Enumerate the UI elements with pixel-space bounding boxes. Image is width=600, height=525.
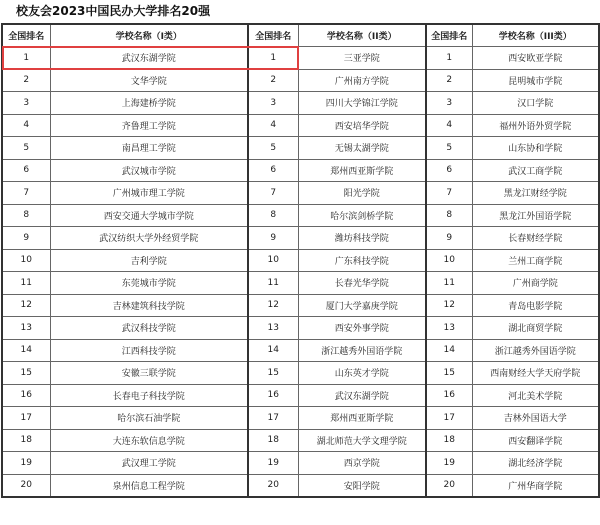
school-b-cell: 哈尔滨剑桥学院 (298, 204, 426, 227)
school-b-cell: 山东英才学院 (298, 362, 426, 385)
school-c-cell: 浙江越秀外国语学院 (472, 339, 599, 362)
rank-cell: 3 (426, 92, 472, 115)
school-c-cell: 青岛电影学院 (472, 294, 599, 317)
school-b-cell: 湖北师范大学文理学院 (298, 429, 426, 452)
rank-cell: 13 (426, 317, 472, 340)
rank-cell: 20 (248, 474, 298, 497)
rank-cell: 8 (248, 204, 298, 227)
rank-cell: 5 (2, 137, 50, 160)
table-row (2, 452, 599, 475)
table-row (2, 272, 599, 295)
rank-cell: 6 (2, 159, 50, 182)
school-b-cell: 安阳学院 (298, 474, 426, 497)
rank-cell: 19 (426, 452, 472, 475)
school-a-cell: 南昌理工学院 (50, 137, 248, 160)
school-a-cell: 齐鲁理工学院 (50, 114, 248, 137)
rank-cell: 2 (426, 69, 472, 92)
rank-cell: 3 (248, 92, 298, 115)
school-b-cell: 郑州西亚斯学院 (298, 407, 426, 430)
table-row (2, 159, 599, 182)
rank-cell: 15 (248, 362, 298, 385)
school-a-cell: 武汉科技学院 (50, 317, 248, 340)
rank-cell: 10 (2, 249, 50, 272)
school-b-cell: 四川大学锦江学院 (298, 92, 426, 115)
school-b-cell: 三亚学院 (298, 47, 426, 70)
school-c-cell: 广州商学院 (472, 272, 599, 295)
table-row (2, 114, 599, 137)
school-b-cell: 长春光华学院 (298, 272, 426, 295)
school-c-cell: 昆明城市学院 (472, 69, 599, 92)
school-c-cell: 西南财经大学天府学院 (472, 362, 599, 385)
rank-cell: 1 (426, 47, 472, 70)
rank-cell: 11 (426, 272, 472, 295)
school-a-cell: 上海建桥学院 (50, 92, 248, 115)
school-c-cell: 广州华商学院 (472, 474, 599, 497)
rank-cell: 11 (2, 272, 50, 295)
rank-cell: 16 (426, 384, 472, 407)
school-a-cell: 江西科技学院 (50, 339, 248, 362)
rank-header: 全国排名 (426, 24, 472, 47)
rank-cell: 6 (426, 159, 472, 182)
rank-cell: 20 (2, 474, 50, 497)
table-row (2, 182, 599, 205)
rank-cell: 17 (2, 407, 50, 430)
rank-cell: 14 (426, 339, 472, 362)
rank-cell: 6 (248, 159, 298, 182)
rank-cell: 2 (2, 69, 50, 92)
rank-cell: 18 (248, 429, 298, 452)
school-b-cell: 广州南方学院 (298, 69, 426, 92)
rank-cell: 9 (248, 227, 298, 250)
school-c-cell: 湖北商贸学院 (472, 317, 599, 340)
rank-cell: 19 (248, 452, 298, 475)
table-row (2, 294, 599, 317)
school-a-cell: 吉利学院 (50, 249, 248, 272)
school-a-cell: 武汉纺织大学外经贸学院 (50, 227, 248, 250)
rank-cell: 7 (2, 182, 50, 205)
school-b-cell: 潍坊科技学院 (298, 227, 426, 250)
rank-cell: 1 (248, 47, 298, 70)
school-c-cell: 福州外语外贸学院 (472, 114, 599, 137)
school-a-cell: 武汉理工学院 (50, 452, 248, 475)
rank-cell: 17 (426, 407, 472, 430)
table-row (2, 69, 599, 92)
school-c-cell: 汉口学院 (472, 92, 599, 115)
rank-cell: 4 (2, 114, 50, 137)
rank-cell: 5 (426, 137, 472, 160)
table-row (2, 137, 599, 160)
school-c-header: 学校名称（III类） (472, 24, 599, 47)
rank-header: 全国排名 (248, 24, 298, 47)
school-b-header: 学校名称（II类） (298, 24, 426, 47)
rank-cell: 12 (248, 294, 298, 317)
school-b-cell: 浙江越秀外国语学院 (298, 339, 426, 362)
table-row (2, 339, 599, 362)
rank-cell: 5 (248, 137, 298, 160)
rank-cell: 17 (248, 407, 298, 430)
table-row (2, 92, 599, 115)
rank-cell: 14 (2, 339, 50, 362)
school-b-cell: 西安外事学院 (298, 317, 426, 340)
table-row (2, 429, 599, 452)
rank-cell: 8 (2, 204, 50, 227)
ranking-table (1, 23, 600, 498)
school-a-cell: 武汉东湖学院 (50, 47, 248, 70)
school-a-cell: 哈尔滨石油学院 (50, 407, 248, 430)
rank-cell: 10 (248, 249, 298, 272)
table-header-row (2, 24, 599, 47)
rank-cell: 7 (426, 182, 472, 205)
school-a-cell: 吉林建筑科技学院 (50, 294, 248, 317)
rank-cell: 18 (2, 429, 50, 452)
rank-cell: 16 (2, 384, 50, 407)
school-a-cell: 武汉城市学院 (50, 159, 248, 182)
rank-cell: 2 (248, 69, 298, 92)
school-c-cell: 西安翻译学院 (472, 429, 599, 452)
rank-cell: 15 (426, 362, 472, 385)
table-row (2, 204, 599, 227)
rank-cell: 9 (2, 227, 50, 250)
school-b-cell: 阳光学院 (298, 182, 426, 205)
rank-cell: 12 (2, 294, 50, 317)
rank-cell: 1 (2, 47, 50, 70)
school-c-cell: 长春财经学院 (472, 227, 599, 250)
school-a-header: 学校名称（I类） (50, 24, 248, 47)
school-a-cell: 东莞城市学院 (50, 272, 248, 295)
school-b-cell: 西安培华学院 (298, 114, 426, 137)
school-a-cell: 泉州信息工程学院 (50, 474, 248, 497)
school-c-cell: 黑龙江财经学院 (472, 182, 599, 205)
school-c-cell: 西安欧亚学院 (472, 47, 599, 70)
table-row (2, 474, 599, 497)
rank-cell: 10 (426, 249, 472, 272)
school-b-cell: 厦门大学嘉庚学院 (298, 294, 426, 317)
rank-cell: 9 (426, 227, 472, 250)
rank-header: 全国排名 (2, 24, 50, 47)
rank-cell: 20 (426, 474, 472, 497)
school-a-cell: 广州城市理工学院 (50, 182, 248, 205)
school-c-cell: 武汉工商学院 (472, 159, 599, 182)
school-a-cell: 大连东软信息学院 (50, 429, 248, 452)
rank-cell: 16 (248, 384, 298, 407)
school-b-cell: 无锡太湖学院 (298, 137, 426, 160)
school-c-cell: 兰州工商学院 (472, 249, 599, 272)
table-row (2, 249, 599, 272)
table-row (2, 407, 599, 430)
school-c-cell: 河北美术学院 (472, 384, 599, 407)
page-title: 校友会2023中国民办大学排名20强 (16, 4, 211, 18)
school-c-cell: 吉林外国语大学 (472, 407, 599, 430)
rank-cell: 4 (426, 114, 472, 137)
school-b-cell: 武汉东湖学院 (298, 384, 426, 407)
rank-cell: 8 (426, 204, 472, 227)
table-row (2, 227, 599, 250)
table-row (2, 47, 599, 70)
table-row (2, 317, 599, 340)
school-b-cell: 广东科技学院 (298, 249, 426, 272)
school-a-cell: 安徽三联学院 (50, 362, 248, 385)
rank-cell: 14 (248, 339, 298, 362)
school-b-cell: 郑州西亚斯学院 (298, 159, 426, 182)
rank-cell: 18 (426, 429, 472, 452)
rank-cell: 4 (248, 114, 298, 137)
school-b-cell: 西京学院 (298, 452, 426, 475)
school-a-cell: 西安交通大学城市学院 (50, 204, 248, 227)
rank-cell: 13 (2, 317, 50, 340)
school-c-cell: 山东协和学院 (472, 137, 599, 160)
table-row (2, 362, 599, 385)
school-a-cell: 长春电子科技学院 (50, 384, 248, 407)
rank-cell: 13 (248, 317, 298, 340)
rank-cell: 7 (248, 182, 298, 205)
rank-cell: 12 (426, 294, 472, 317)
rank-cell: 19 (2, 452, 50, 475)
school-c-cell: 黑龙江外国语学院 (472, 204, 599, 227)
school-a-cell: 文华学院 (50, 69, 248, 92)
school-c-cell: 湖北经济学院 (472, 452, 599, 475)
rank-cell: 15 (2, 362, 50, 385)
rank-cell: 11 (248, 272, 298, 295)
table-row (2, 384, 599, 407)
rank-cell: 3 (2, 92, 50, 115)
